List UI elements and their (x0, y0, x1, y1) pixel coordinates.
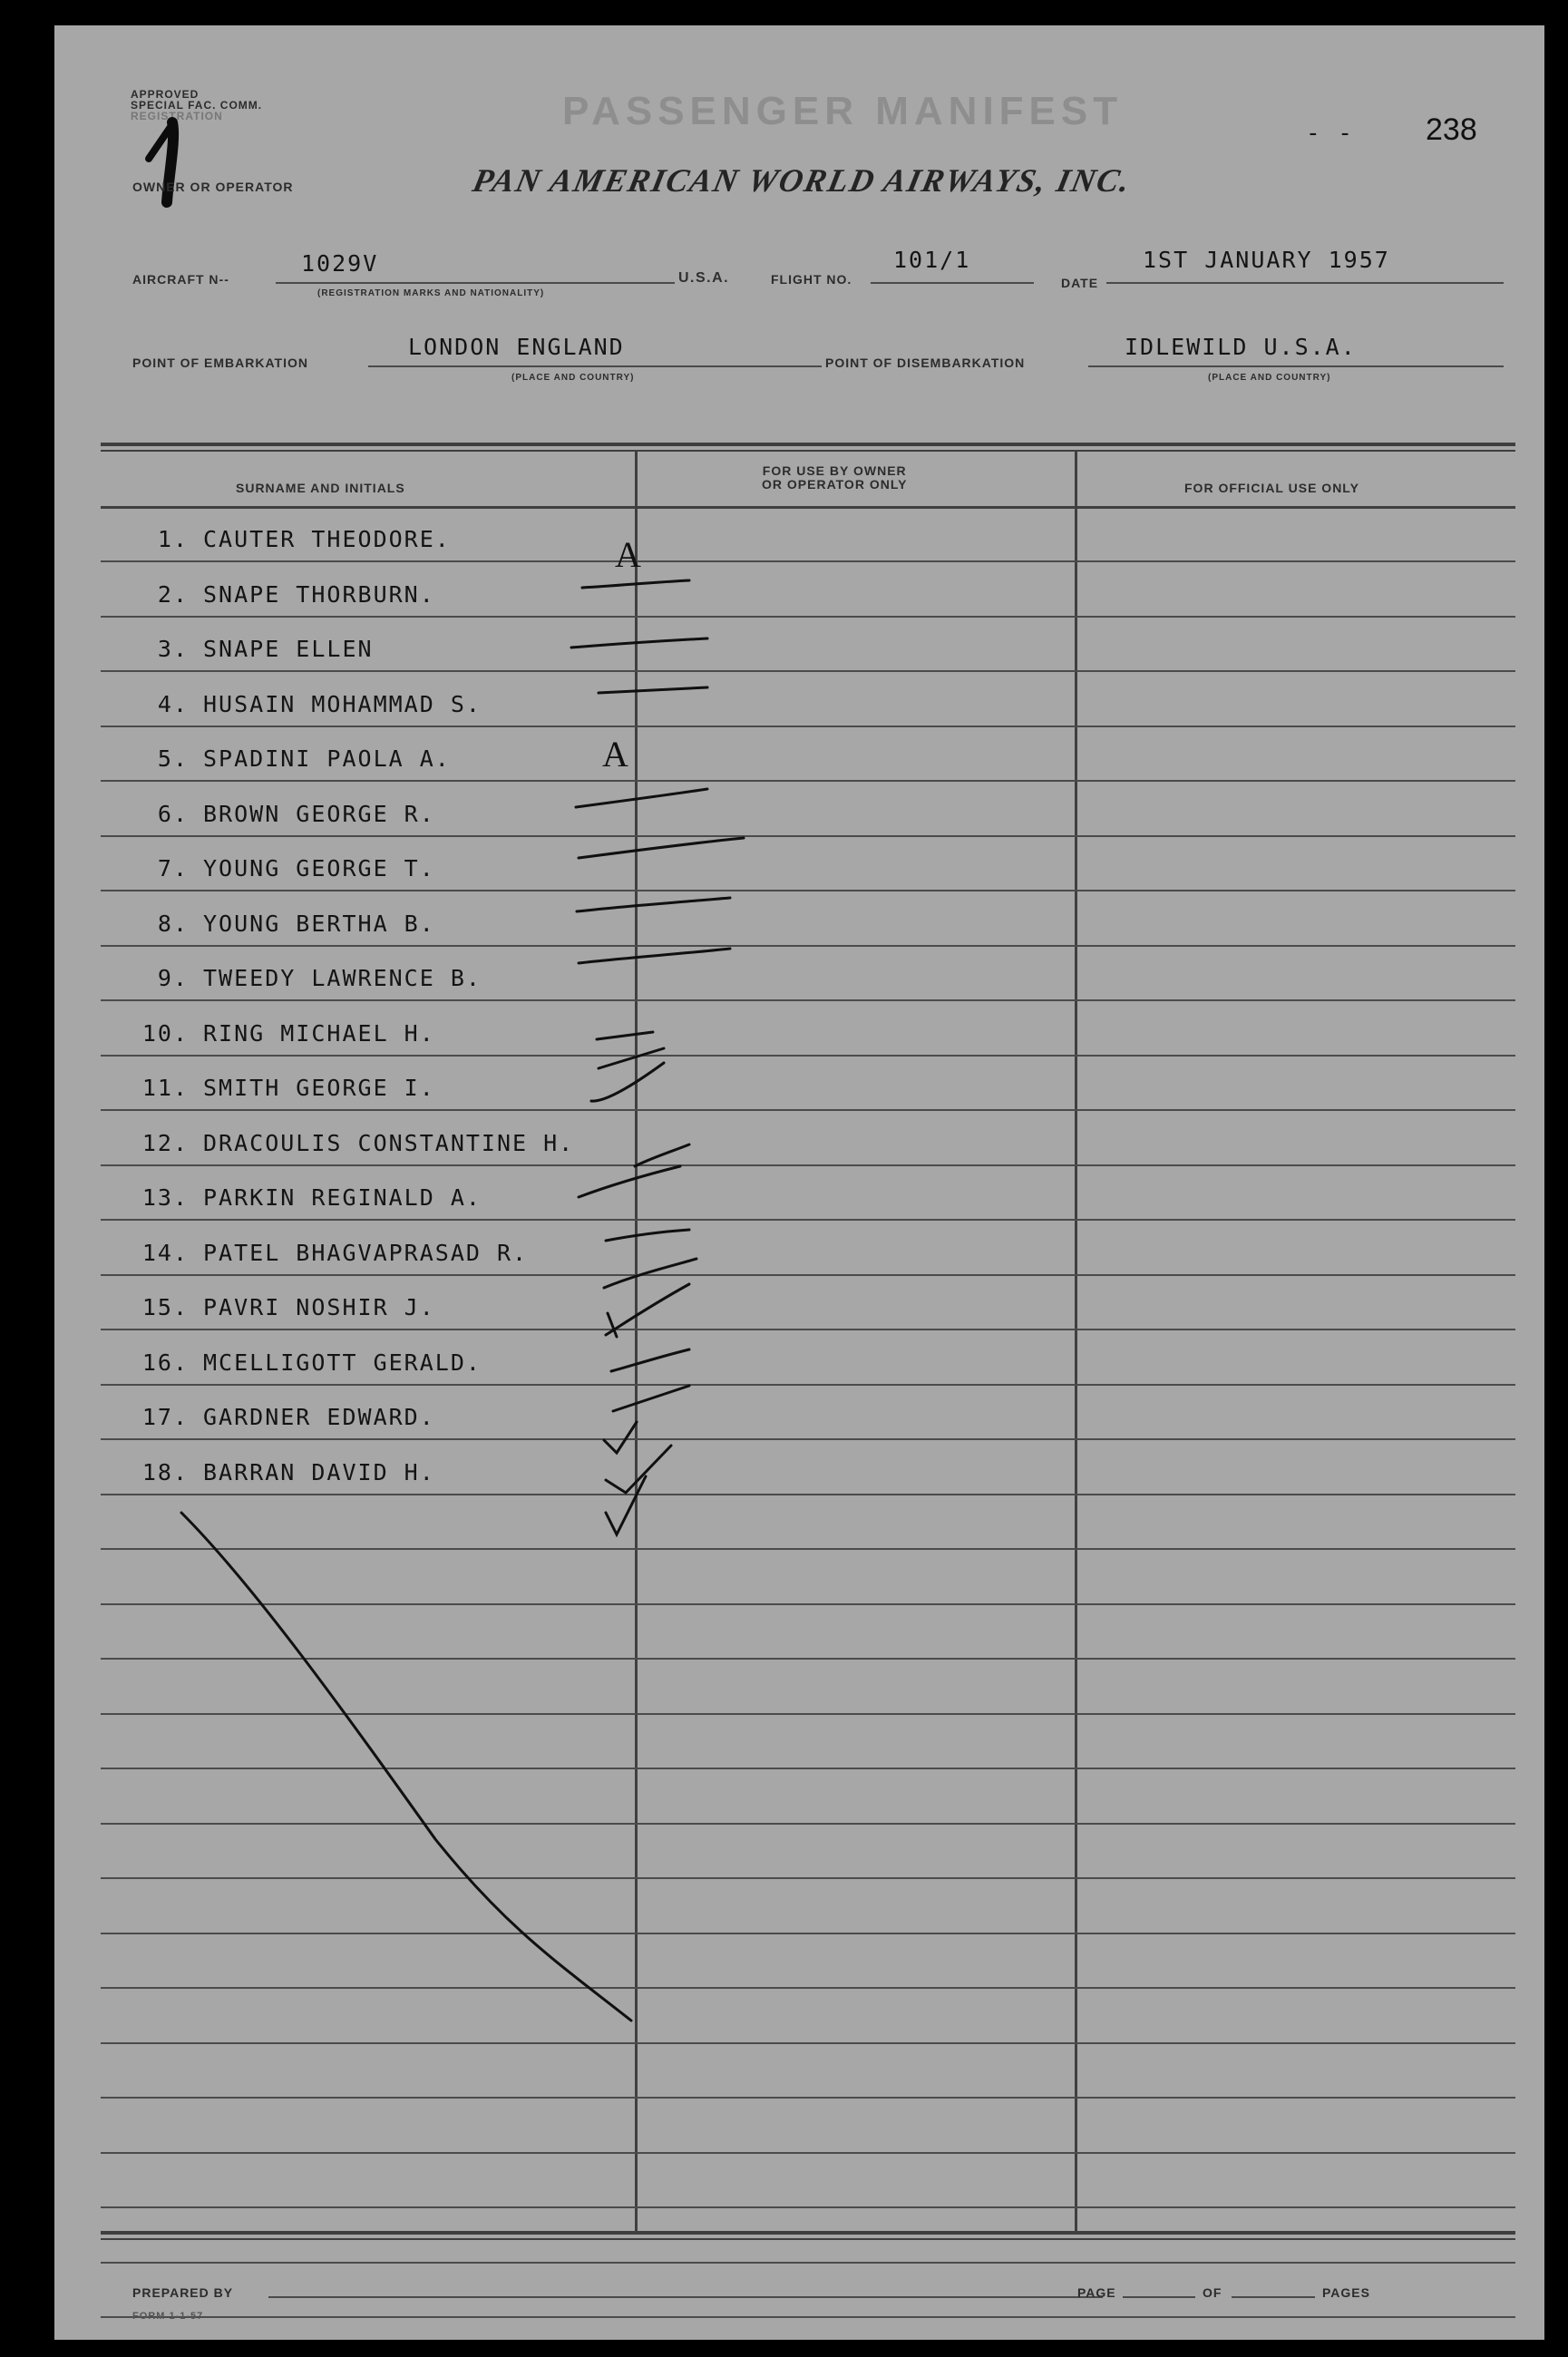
passenger-name: PATEL BHAGVAPRASAD R. (203, 1240, 529, 1266)
passenger-number: 1. (157, 526, 189, 552)
form-code: FORM 1-1-57 (132, 2311, 204, 2322)
passenger-name: SNAPE THORBURN. (203, 581, 435, 608)
manifest-sheet (54, 25, 1544, 2340)
flight-no-value: 101/1 (893, 247, 971, 273)
passenger-number: 17. (141, 1404, 189, 1430)
check-mark (576, 789, 707, 807)
check-mark (579, 1144, 689, 1197)
passenger-number: 5. (157, 745, 189, 772)
passenger-name: TWEEDY LAWRENCE B. (203, 965, 482, 991)
passenger-name: PARKIN REGINALD A. (203, 1184, 482, 1211)
aircraft-value: 1029V (301, 250, 379, 277)
check-mark (606, 1284, 689, 1337)
approval-line: REGISTRATION (131, 110, 223, 122)
prepared-by-label: PREPARED BY (132, 2285, 234, 2300)
col-header-owner-line: FOR USE BY OWNER (762, 463, 907, 478)
passenger-name: BARRAN DAVID H. (203, 1459, 435, 1485)
of-label: OF (1203, 2285, 1222, 2300)
passenger-number: 12. (141, 1130, 189, 1156)
passenger-number: 16. (141, 1349, 189, 1376)
passenger-name: RING MICHAEL H. (203, 1020, 435, 1047)
handwritten-mark-a: A (615, 534, 641, 575)
embarkation-value: LONDON ENGLAND (408, 334, 625, 360)
passenger-number: 4. (157, 691, 189, 717)
passenger-number: 7. (157, 855, 189, 881)
passenger-number: 9. (157, 965, 189, 991)
passenger-name: SPADINI PAOLA A. (203, 745, 451, 772)
passenger-number: 14. (141, 1240, 189, 1266)
embarkation-caption: (PLACE AND COUNTRY) (511, 373, 635, 383)
passenger-name: PAVRI NOSHIR J. (203, 1294, 435, 1320)
passenger-number: 13. (141, 1184, 189, 1211)
passenger-name: GARDNER EDWARD. (203, 1404, 435, 1430)
page-number: 238 (1426, 112, 1477, 147)
approval-line: SPECIAL FAC. COMM. (131, 99, 263, 112)
registration-caption: (REGISTRATION MARKS AND NATIONALITY) (317, 288, 545, 298)
handwritten-mark-a: A (602, 734, 628, 774)
passenger-number: 3. (157, 636, 189, 662)
passenger-number: 11. (141, 1075, 189, 1101)
passenger-name: HUSAIN MOHAMMAD S. (203, 691, 482, 717)
passenger-number: 8. (157, 911, 189, 937)
aircraft-label: AIRCRAFT N-- (132, 272, 229, 287)
passenger-name: SNAPE ELLEN (203, 636, 374, 662)
disembarkation-label: POINT OF DISEMBARKATION (825, 355, 1026, 370)
passenger-number: 15. (141, 1294, 189, 1320)
owner-operator-label: OWNER OR OPERATOR (132, 180, 294, 194)
disembarkation-value: IDLEWILD U.S.A. (1125, 334, 1357, 360)
check-mark (591, 1032, 664, 1101)
airline-name: PAN AMERICAN WORLD AIRWAYS, INC. (469, 162, 1135, 199)
disembarkation-caption: (PLACE AND COUNTRY) (1208, 373, 1331, 383)
col-header-official: FOR OFFICIAL USE ONLY (1184, 481, 1359, 495)
check-mark (577, 898, 730, 911)
page-title: PASSENGER MANIFEST (562, 89, 1124, 133)
usa-label: U.S.A. (678, 270, 730, 286)
flight-no-label: FLIGHT NO. (771, 272, 852, 287)
check-mark (579, 838, 744, 858)
passenger-number: 18. (141, 1459, 189, 1485)
check-mark (571, 638, 707, 648)
diagonal-cancel-line (181, 1513, 631, 2021)
passenger-number: 6. (157, 801, 189, 827)
check-mark (582, 580, 689, 588)
check-mark (611, 1349, 689, 1371)
approval-line: APPROVED (131, 88, 200, 101)
handwritten-marks (54, 25, 1544, 2340)
embarkation-label: POINT OF EMBARKATION (132, 355, 308, 370)
check-mark (604, 1230, 696, 1288)
passenger-name: YOUNG GEORGE T. (203, 855, 435, 881)
page-label: PAGE (1077, 2285, 1116, 2300)
passenger-name: SMITH GEORGE I. (203, 1075, 435, 1101)
passenger-number: 2. (157, 581, 189, 608)
date-label: DATE (1061, 276, 1099, 290)
check-mark (604, 1422, 637, 1453)
passenger-name: CAUTER THEODORE. (203, 526, 451, 552)
check-mark (613, 1386, 689, 1411)
col-header-owner-line: OR OPERATOR ONLY (762, 477, 908, 492)
date-value: 1ST JANUARY 1957 (1143, 247, 1390, 273)
passenger-name: BROWN GEORGE R. (203, 801, 435, 827)
header-dashes: - - (1306, 120, 1354, 147)
passenger-name: YOUNG BERTHA B. (203, 911, 435, 937)
passenger-name: MCELLIGOTT GERALD. (203, 1349, 482, 1376)
pages-label: PAGES (1322, 2285, 1370, 2300)
check-mark (599, 687, 707, 693)
col-header-surname: SURNAME AND INITIALS (236, 481, 405, 495)
check-mark (579, 949, 730, 963)
passenger-name: DRACOULIS CONSTANTINE H. (203, 1130, 575, 1156)
passenger-number: 10. (141, 1020, 189, 1047)
